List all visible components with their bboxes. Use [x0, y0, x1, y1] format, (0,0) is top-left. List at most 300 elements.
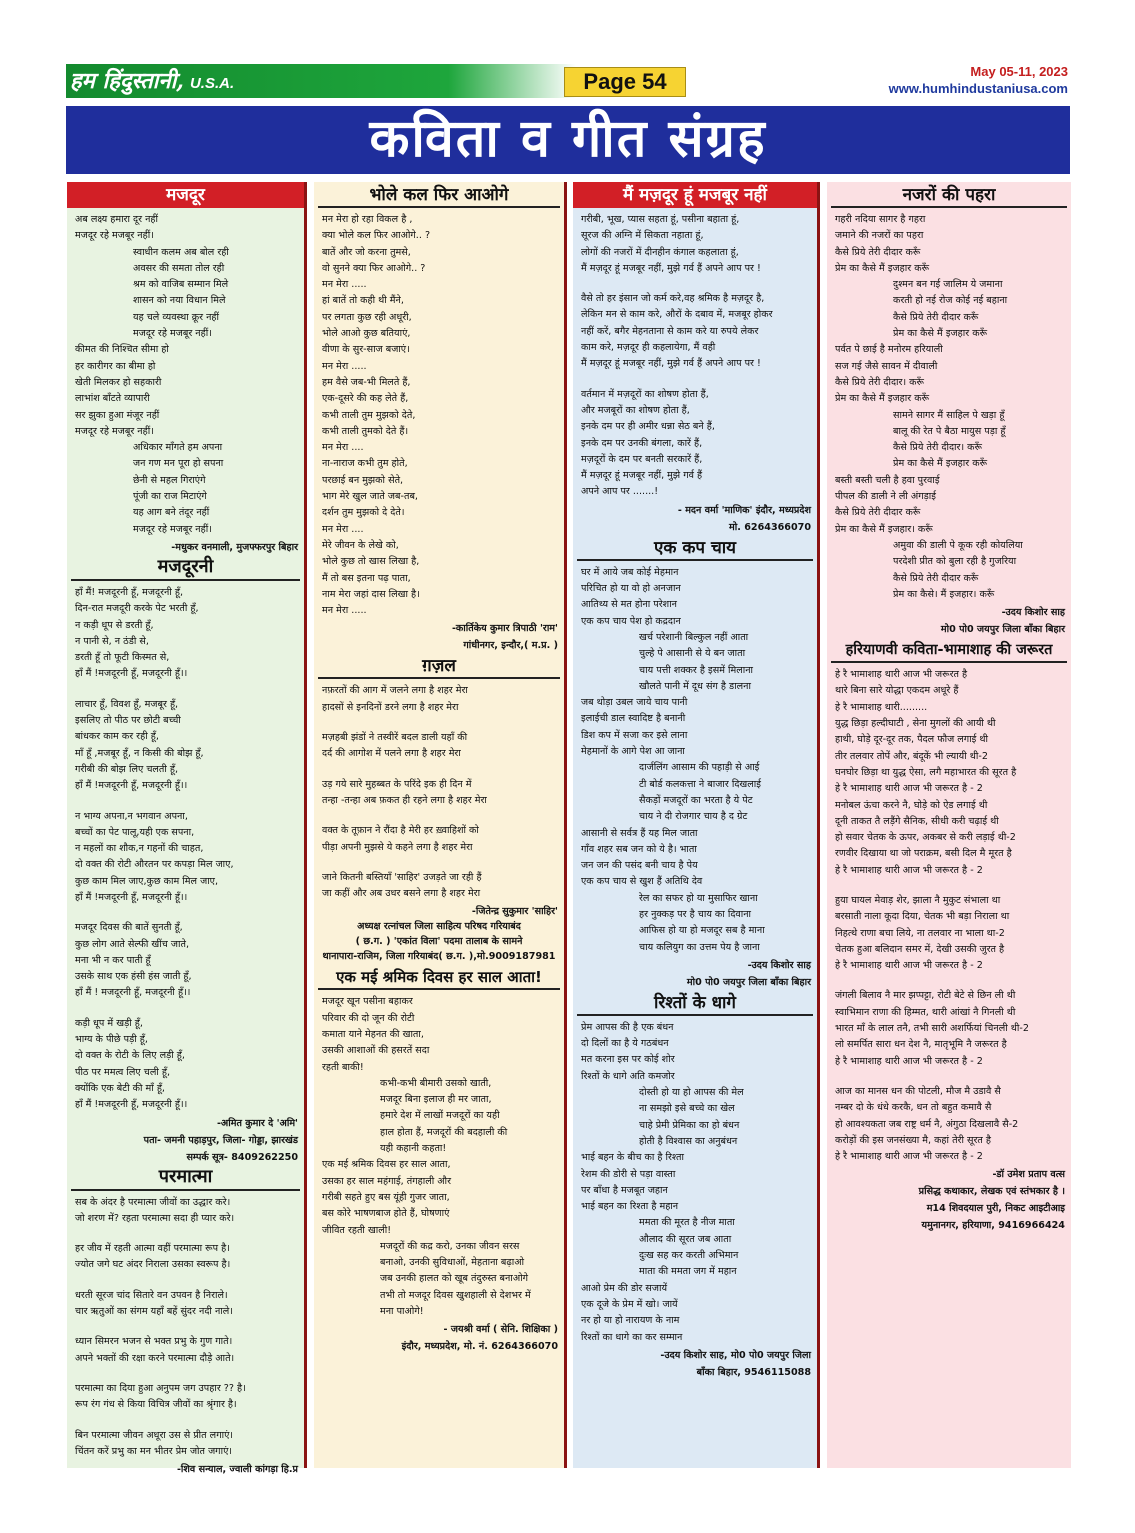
stanza-gap	[322, 856, 558, 870]
poem-line: सैकड़ों मजदूरों का भरता है ये पेट	[639, 794, 753, 806]
masthead-brand	[66, 64, 576, 98]
poem-line: आतिथ्य से मत होना परेशान	[581, 599, 678, 611]
poem-line: काम करे, मज़दूर ही कहलायेगा, मैं वही	[581, 342, 716, 354]
poem-line: दो वक्त की रोटी औरतन पर कपड़ा मिल जाए,	[75, 859, 234, 871]
poem-line: क्या भोले कल फिर आओगे.. ?	[322, 230, 431, 242]
poem-line: मन मेरा हो रहा विकल है ,	[322, 214, 413, 225]
poem-line: मैं मज़दूर हूं मजबूर नहीं, मुझे गर्व हैं	[581, 470, 703, 482]
poem-body	[827, 208, 1071, 603]
poem-line: अपने आप पर .......!	[581, 486, 659, 498]
poem-line: हाँ मैं ! मजदूरनी हूँ, मजदूरनी हूँ।।	[75, 987, 191, 999]
poem-line: हाँ मैं !मजदूरनी हूँ, मजदूरनी हूँ।।	[75, 780, 188, 792]
poem-line: बांधकर काम कर रही हूँ,	[75, 731, 159, 743]
poem-line: न महलों का शौक,न गहनों की चाहत,	[75, 843, 204, 855]
poem-line: और मजबूरों का शोषण होता हैं,	[581, 404, 690, 416]
poem-line: एक कप चाय पेश हो कद्रदान	[581, 615, 681, 627]
poem-body	[314, 990, 564, 1320]
poem-line: सज गई जैसे सावन में दीवाली	[835, 360, 938, 372]
author-address: ( छ.ग. ) 'एकांत विला' पदमा तालाब के सामने	[355, 936, 523, 948]
poem-line: स्वाधीन कलम अब बोल रही	[133, 246, 229, 258]
poem-line: हाल होता हैं, मजदूरों की बदहाली की	[380, 1126, 508, 1138]
poem-line: ना-नाराज कभी तुम होते,	[322, 458, 408, 470]
poem-line: मन मेरा .....	[322, 605, 367, 617]
poem-line: दुःख सह कर करती अभिमान	[639, 1250, 739, 1262]
author-address: मो0 पो0 जयपुर जिला बाँका बिहार	[686, 976, 811, 988]
poem-line: पर लगता कुछ रही अधूरी,	[322, 311, 412, 323]
poem-author: -कार्तिकेय कुमार त्रिपाठी 'राम'	[451, 623, 558, 635]
column-2	[314, 182, 564, 1468]
column-4	[827, 182, 1071, 1468]
stanza-gap	[75, 683, 298, 697]
poem-line: यह आग बने तंदूर नहीं	[133, 507, 210, 519]
poem-heading: एक मई श्रमिक दिवस हर साल आता!	[318, 966, 560, 990]
masthead	[66, 64, 1070, 98]
poem-line: बनाओ, उनकी सुविधाओं, मेहताना बढ़ाओ	[380, 1257, 525, 1269]
poem-line: गरीबी की बोझ लिए चलती हूँ,	[75, 763, 179, 775]
poem-line: अपने भक्तों की रक्षा करने परमात्मा दौड़े आते।	[75, 1352, 235, 1364]
poem-line: अब लक्ष्य हमारा दूर नहीं	[75, 214, 158, 225]
author-phone: सम्पर्क सूत्र- 8409262250	[186, 1151, 298, 1163]
poem-line: आज का मानस धन की पोटली, मौज मै उडावै सै	[835, 1085, 1001, 1097]
poem-author: -मधुकर वनमाली, मुजफ्फरपुर बिहार	[171, 541, 298, 553]
poem-line: वक्त के तूफ़ान ने रौंदा है मेरी हर ख़्वाहिशों को	[322, 825, 479, 837]
poem-line: भाग मेरे खुल जाते जब-तब,	[322, 491, 418, 503]
poem-line: दार्जलिंग आसाम की पहाड़ी से आई	[639, 762, 760, 774]
poem-line: आफिस हो या हो मजदूर सब है माना	[639, 925, 765, 937]
poem-line: उसका हर साल महंगाई, तंगहाली और	[322, 1175, 451, 1187]
stanza-gap	[75, 1227, 298, 1241]
author-address: थानापारा-राजिम, जिला गरियाबंद( छ.ग. ),मो.9009187981	[322, 951, 556, 963]
poem-line: कैसे प्रिये तेरी दीदार करूँ	[893, 572, 979, 584]
poem-author: -उदय किशोर साह, मो0 पो0 जयपुर जिला	[660, 1349, 811, 1361]
poem-line: कुछ लोग आते सेल्फी खींच जाते,	[75, 938, 190, 950]
poem-line: नहीं करें, बगैर मेहनताना से काम करे या रुपये लेकर	[581, 325, 759, 337]
poem-line: चिंतन करें प्रभु का मन भीतर प्रेम जोत जगाएं।	[75, 1445, 233, 1457]
poem-line: वैसे तो हर इंसान जो कर्म करे,वह श्रमिक है मज़दूर है,	[581, 293, 765, 305]
poem-line: उसकी आशाओं की हसरतें सदा	[322, 1045, 430, 1057]
poem-line: दर्द की आगोश में पलने लगा है शहर मेरा	[322, 748, 461, 760]
stanza-gap	[835, 879, 1065, 893]
poem-line: गरीबी, भूख, प्यास सहता हूं, पसीना बहाता हूं,	[581, 214, 740, 225]
poem-line: तभी तो मजदूर दिवस खुशहाली से देशभर में	[380, 1289, 531, 1301]
column-1	[67, 182, 304, 1476]
issue-date: May 05-11, 2023	[970, 64, 1068, 79]
poem-line: लाभांश बाँटते व्यापारी	[75, 393, 150, 405]
poem-line: क्योंकि एक बेटी की माँ हूँ,	[75, 1082, 165, 1094]
poem-line: हो आवश्यकता जब राष्ट्र धर्म नै, अंगुठा दिखलावै सै-2	[835, 1118, 1019, 1130]
poem-line: भारत माँ के लाल तनै, तभी सारी अशर्फियां चिनली थी-2	[835, 1023, 1029, 1035]
poem-line: शासन को नया विधान मिले	[133, 295, 226, 307]
column-3	[573, 182, 817, 1468]
stanza-gap	[75, 1002, 298, 1016]
poem-line: भाग्य के पीछे पड़ी हूँ,	[75, 1034, 148, 1046]
poem-line: आसानी से सर्वत्र हैं यह मिल जाता	[581, 827, 698, 839]
poem-line: कैसे प्रिये तेरी दीदार। करूँ	[893, 442, 982, 454]
poem-line: ममता की मूरत है नीज माता	[639, 1217, 735, 1229]
poem-line: मैं मज़दूर हूं मजबूर नहीं, मुझे गर्व हैं अपने आप पर !	[581, 358, 761, 370]
poem-line: मैं मज़दूर हूं मजबूर नहीं, मुझे गर्व हैं अपने आप पर !	[581, 262, 761, 274]
poem-line: मजदूर दिवस की बातें सुनती हूँ,	[75, 922, 183, 934]
poem-author: - मदन वर्मा 'माणिक' इंदौर, मध्यप्रदेश	[677, 504, 811, 516]
column-divider	[304, 182, 307, 1468]
author-address: पता- जमनी पहाड़पुर, जिला- गोड्डा, झारखंड	[143, 1134, 298, 1146]
poem-heading: ग़ज़ल	[318, 655, 560, 679]
poem-line: प्रेम का कैसे मैं इजहार करूँ	[893, 328, 988, 340]
poem-body	[67, 1191, 304, 1461]
poem-body	[314, 679, 564, 902]
author-address: इंदौर, मध्यप्रदेश, मो. नं. 6264366070	[401, 1341, 558, 1353]
poem-line: रेशम की डोरी से पड़ा वास्ता	[581, 1168, 676, 1180]
poem-heading: एक कप चाय	[577, 537, 813, 561]
poem-line: गाँव शहर सब जन को ये है। भाता	[581, 843, 697, 855]
poem-heading: मजदूरनी	[71, 555, 300, 581]
poem-line: माता की ममता जग में महान	[639, 1266, 737, 1278]
poem-line: भोले आओ कुछ बतियाएं,	[322, 328, 411, 340]
poem-line: करोड़ों की इस जनसंख्या मै, कहां तेरी सूरत है	[835, 1134, 992, 1146]
author-address: गांधीनगर, इन्दौर,( म.प्र. )	[463, 640, 558, 652]
poem-line: न कड़ी धूप से डरती हूँ,	[75, 619, 154, 631]
poem-line: न भाग्य अपना,न भगवान अपना,	[75, 810, 188, 822]
poem-heading: मैं मज़दूर हूं मजबूर नहीं	[573, 182, 817, 208]
poem-line: भाई बहन का रिश्ता है महान	[581, 1201, 679, 1213]
poem-line: आओ प्रेम की डोर सजायें	[581, 1282, 668, 1294]
poem-line: परछाई बन मुझको सेते,	[322, 474, 404, 486]
poem-line: पर्वत पे छाई है मनोरम हरियाली	[835, 344, 943, 356]
poem-line: न पानी से, न ठंडी से,	[75, 635, 149, 647]
poem-line: लेकिन मन से काम करे, औरों के दबाव में, मजबूर होकर	[581, 309, 773, 321]
poem-line: एक मई श्रमिक दिवस हर साल आता,	[322, 1159, 451, 1171]
stanza-gap	[581, 277, 811, 291]
poem-line: पीठ पर ममत्व लिए चली हूँ,	[75, 1066, 170, 1078]
poem-line: कैसे प्रिये तेरी दीदार करूँ	[893, 311, 979, 323]
poem-body	[67, 581, 304, 1114]
poem-line: खर्च परेशानी बिल्कुल नहीं आता	[639, 631, 749, 643]
masthead-info	[889, 64, 1068, 96]
author-address: मो0 पो0 जयपुर जिला बाँका बिहार	[940, 624, 1065, 636]
author-address: म14 शिवदयाल पुरी, निकट आइटीआइ	[926, 1203, 1065, 1215]
poem-line: मन मेरा .....	[322, 279, 367, 291]
poem-line: मन मेरा ....	[322, 523, 364, 535]
poem-line: उड़ गये सारे मुहब्बत के परिंदे इक ही दिन में	[322, 778, 472, 790]
author-phone: मो. 6264366070	[729, 521, 811, 533]
poem-line: अधिकार माँगते हम अपना	[133, 442, 223, 454]
poem-line: निहत्थे राणा बचा लिये, ना तलवार ना भाला था-2	[835, 927, 1005, 939]
poem-line: घर में आये जब कोई मेहमान	[581, 566, 679, 578]
poem-line: हो सवार चेतक के ऊपर, अकबर से करी लड़ाई थी-2	[835, 832, 1016, 844]
poem-line: एक दूजे के प्रेम में खो। जायें	[581, 1298, 678, 1310]
poem-line: कभी ताली तुम मुझको देते,	[322, 409, 416, 421]
poem-line: बस्ती बस्ती चली है हवा पुरवाई	[835, 474, 940, 486]
poem-line: चेतक हुआ बलिदान समर में, देखी उसकी जुरत है	[835, 943, 1005, 955]
poem-line: हाथी, घोड़े दूर-दूर तक, पैदल फौज लगाई थी	[835, 734, 989, 746]
page-number: Page 54	[564, 67, 686, 97]
poem-line: मना पाओगे!	[380, 1306, 424, 1318]
poem-line: कमाता याने मेहनत की खाता,	[322, 1028, 424, 1040]
poem-line: यह चले व्यवस्था क्रूर नहीं	[133, 311, 219, 323]
poem-author: - जयश्री वर्मा ( सेनि. शिक्षिका )	[443, 1324, 558, 1336]
stanza-gap	[835, 974, 1065, 988]
poem-line: प्रेम का कैसे मैं इजहार। करूँ	[835, 523, 933, 535]
poem-line: जीवित रहती खाली!	[322, 1224, 392, 1236]
poem-line: भाई बहन के बीच का है रिश्ता	[581, 1152, 684, 1164]
poem-line: जन गण मन पूरा हो सपना	[133, 458, 224, 470]
poem-line: परदेशी प्रीत को बुला रही है गुजरिया	[893, 556, 1017, 568]
poem-line: परिचित हो या वो हो अनजान	[581, 583, 681, 595]
poem-line: वर्तमान में मज़दूरों का शोषण होता हैं,	[581, 388, 709, 400]
poem-line: जा कहीं और अब उधर बसने लगा है शहर मेरा	[322, 888, 481, 900]
poem-body	[573, 561, 817, 956]
poem-line: चाय पत्ती शक्कर है इसमें मिलाना	[639, 664, 754, 676]
poem-line: मत करना इस पर कोई शोर	[581, 1054, 675, 1066]
poem-line: पूंजी का राज मिटाएंगे	[133, 491, 207, 503]
poem-line: हादसों से इनदिनों डरने लगा है शहर मेरा	[322, 701, 459, 713]
masthead-usa: U.S.A.	[189, 75, 235, 92]
poem-line: कैसे प्रिये तेरी दीदार करूँ	[835, 246, 921, 258]
poem-line: चार ऋतुओं का संगम यहाँ बहें सुंदर नदी नाले।	[75, 1306, 233, 1318]
poem-line: दो वक्त के रोटी के लिए लड़ी हूँ,	[75, 1050, 185, 1062]
poem-body	[314, 208, 564, 619]
poem-line: रहती बाकी!	[322, 1061, 364, 1073]
poem-line: ना समझो इसे बच्चे का खेल	[639, 1103, 735, 1115]
poem-body	[573, 1016, 817, 1346]
poem-line: खौलते पानी में दूध संग है डालना	[639, 680, 751, 692]
poem-line: नर हो या हो नारायण के नाम	[581, 1315, 680, 1327]
masthead-title: हम हिंदुस्तानी,	[70, 68, 184, 94]
poem-line: सब के अंदर है परमात्मा जीवों का उद्धार करे।	[75, 1196, 231, 1208]
poem-line: हे रै भामाशाह थारी आज भी जरूरत है - 2	[835, 1151, 983, 1163]
poem-line: वो सुनने क्या फिर आओगे.. ?	[322, 262, 426, 274]
poem-line: मज़हबी झंडों ने तस्वीरें बदल डाली यहाँ की	[322, 732, 468, 744]
poem-line: चुल्हे पे आसानी से ये बन जाता	[639, 648, 746, 660]
poem-line: कभी-कभी बीमारी उसको खाती,	[380, 1077, 492, 1089]
stanza-gap	[75, 1414, 298, 1428]
poem-line: रणवीर दिखाया था जो पराक्रम, बसी दिल मै मूरत है	[835, 848, 1012, 860]
poem-line: जन जन की पसंद बनी चाय है पेय	[581, 860, 698, 872]
poem-line: प्रेम आपस की है एक बंधन	[581, 1021, 674, 1033]
poem-line: सामने सागर मैं साहिल पे खड़ा हूँ	[893, 409, 1005, 421]
poem-line: बच्चों का पेट पालू,यही एक सपना,	[75, 826, 195, 838]
poem-line: अमुवा की डाली पे कूक रही कोयलिया	[893, 539, 1023, 551]
poem-line: यही कहानी कहता!	[380, 1143, 447, 1155]
poem-author: -उदय किशोर साह	[747, 959, 811, 971]
poem-line: तीर तलवार तोपें और, बंदूकें भी ल्यायी थी-2	[835, 750, 988, 762]
poem-line: हाँ मैं !मजदूरनी हूँ, मजदूरनी हूँ।।	[75, 891, 188, 903]
poem-line: रूप रंग गंध से किया विचित्र जीवों का श्रृंगार है।	[75, 1399, 237, 1411]
author-address: बाँका बिहार, 9546115088	[696, 1366, 811, 1378]
poem-line: मजदूरों की कद्र करो, उनका जीवन सरस	[380, 1240, 520, 1252]
poem-line: औलाद की सूरत जब आता	[639, 1233, 732, 1245]
poem-line: गहरी नदिया सागर है गहरा	[835, 214, 926, 225]
poem-line: प्रेम का कैसे मैं इजहार करूँ	[893, 458, 988, 470]
poem-line: घनघोर छिड़ा था युद्ध ऐसा, लगै महाभारत की सूरत है	[835, 766, 1017, 778]
poem-line: चाय ने दी रोजगार चाय है द ग्रेट	[639, 811, 748, 823]
poem-heading: हरियाणवी कविता-भामाशाह की जरूरत	[831, 639, 1067, 663]
poem-author: -शिव सन्याल, ज्वाली कांगड़ा हि.प्र	[176, 1464, 298, 1476]
poem-line: जाने कितनी बस्तियाँ 'साहिर' उजड़ते जा रही हैं	[322, 871, 482, 883]
poem-line: नाम मेरा जहां दास लिखा है।	[322, 588, 420, 600]
poem-line: थारे बिना सारे योद्धा एकदम अधूरे हैं	[835, 685, 959, 697]
poem-line: दो दिलों का है ये गठबंधन	[581, 1038, 669, 1050]
stanza-gap	[75, 1367, 298, 1381]
poem-line: गरीबी सहते हुए बस यूंही गुजर जाता,	[322, 1191, 450, 1203]
poem-line: दुश्मन बन गई जालिम ये जमाना	[893, 279, 1003, 291]
author-address: प्रसिद्ध कथाकार, लेखक एवं स्तंभकार है ।	[918, 1186, 1065, 1198]
poem-line: रिश्तों के धागे अति कमजोर	[581, 1070, 675, 1082]
poem-line: मैं तो बस इतना पढ़ पाता,	[322, 572, 411, 584]
poem-line: अवसर की समता तोल रही	[133, 262, 225, 274]
poem-line: लाचार हूँ, विवश हूँ, मजबूर हूँ,	[75, 698, 179, 710]
poem-heading: रिश्तों के धागे	[577, 992, 813, 1016]
poem-line: स्वाभिमान राणा की हिम्मत, थारी आंखां नै गिनली थी	[835, 1006, 1016, 1018]
poem-line: हाँ मैं !मजदूरनी हूँ, मजदूरनी हूँ।।	[75, 668, 188, 680]
poem-line: पीड़ा अपनी मुझसे ये कहने लगा है शहर मेरा	[322, 841, 473, 853]
poem-line: कैसे प्रिये तेरी दीदार करूँ	[835, 507, 921, 519]
poem-line: इलाईची डाल स्वादिष्ट है बनानी	[581, 713, 686, 725]
poem-line: दर्शन तुम मुझको दे देते।	[322, 507, 405, 519]
poem-line: मजदूर रहे मजबूर नहीं।	[75, 425, 154, 437]
stanza-gap	[581, 373, 811, 387]
poem-author: -अमित कुमार दे 'अमि'	[216, 1117, 298, 1129]
poem-line: मजदूर रहे मजबूर नहीं।	[75, 230, 154, 242]
poem-heading: नजरों की पहरा	[831, 184, 1067, 208]
poem-line: हुया घायल मेवाड़ शेर, झाला नै मुकुट संभाला था	[835, 894, 1001, 906]
poem-line: जो शरण में? रहता परमात्मा सदा ही प्यार करे।	[75, 1212, 235, 1224]
poem-line: बस कोरे भाषणबाज होते हैं, घोषणाएं	[322, 1208, 450, 1220]
poem-line: नम्बर दो के धंधे करकै, धन तो बहुत कमावै सै	[835, 1102, 992, 1114]
poem-line: मजदूर रहे मजबूर नहीं।	[133, 328, 212, 340]
poem-line: हे रै भामाशाह थारी आज भी जरूरत है - 2	[835, 783, 983, 795]
poem-line: हम वैसे जब-भी मिलते हैं,	[322, 376, 411, 388]
poem-line: जब थोड़ा उबल जाये चाय पानी	[581, 697, 688, 709]
poem-line: एक-दूसरे की कह लेते हैं,	[322, 393, 409, 405]
poem-line: इनके दम पर ही अमीर धन्ना सेठ बने हैं,	[581, 421, 715, 433]
poem-line: परिवार की दो जून की रोटी	[322, 1012, 415, 1024]
poem-line: सूरज की अग्नि में सिकता नहाता हूं,	[581, 230, 704, 242]
poem-line: भोले कुछ तो खास लिखा है,	[322, 556, 420, 568]
poem-line: हे रै भामाशाह थारी आज भी जरूरत है - 2	[835, 960, 983, 972]
poem-line: मजदूर रहे मजबूर नहीं।	[133, 523, 212, 535]
poem-line: दूनी ताकत तै लड़ैंगे सैनिक, सीधी करी चढ़ाई थी	[835, 815, 999, 827]
poem-line: हां बातें तो कही थी मैंने,	[322, 295, 404, 307]
stanza-gap	[75, 1274, 298, 1288]
poem-line: लो समर्पित सारा धन देश नै, मातृभूमि नै जरूरत है	[835, 1039, 1007, 1051]
website-link[interactable]: www.humhindustaniusa.com	[888, 81, 1068, 96]
poem-body	[67, 208, 304, 538]
stanza-gap	[322, 763, 558, 777]
poem-line: होती है विश्वास का अनुबंधन	[639, 1135, 738, 1147]
column-divider	[817, 182, 820, 1468]
poem-line: कीमत की निश्चित सीमा हो	[75, 344, 169, 356]
poem-line: धरती सूरज चांद सितारे वन उपवन है निराले।	[75, 1289, 228, 1301]
poem-line: मजदूर बिना इलाज ही मर जाता,	[380, 1094, 492, 1106]
poem-line: चाहे प्रेमी प्रेमिका का हो बंधन	[639, 1119, 740, 1131]
poem-line: ज्योत जगे घट अंदर निराला उसका स्वरूप है।	[75, 1259, 231, 1271]
stanza-gap	[322, 716, 558, 730]
poem-line: प्रेम का कैसे मैं इजहार करूँ	[835, 393, 930, 405]
stanza-gap	[322, 809, 558, 823]
poem-line: प्रेम का कैसे मैं इजहार करूँ	[835, 262, 930, 274]
poem-line: मनोबल ऊंचा करने नै, घोड़े को ऐड लगाई थी	[835, 799, 988, 811]
poem-line: हर कारीगर का बीमा हो	[75, 360, 156, 372]
poem-line: कैसे प्रिये तेरी दीदार। करूँ	[835, 376, 924, 388]
poem-heading: भोले कल फिर आओगे	[318, 184, 560, 208]
poem-author: -उदय किशोर साह	[1001, 607, 1065, 619]
poem-line: कभी ताली तुमको देते हैं।	[322, 425, 409, 437]
poem-line: श्रम को वाजिब सम्मान मिले	[133, 279, 229, 291]
poem-line: हे रै भामाशाह थारी.........	[835, 701, 928, 713]
section-banner: कविता व गीत संग्रह	[66, 106, 1070, 174]
poem-line: हे रै भामाशाह थारी आज भी जरूरत है	[835, 669, 968, 681]
stanza-gap	[75, 795, 298, 809]
poem-line: ध्यान सिमरन भजन से भक्त प्रभु के गुण गाते।	[75, 1336, 233, 1348]
poem-line: जब उनकी हालत को खूब तंदुरुस्त बनाओगे	[380, 1273, 529, 1285]
poem-line: दोस्ती हो या हो आपस की मेल	[639, 1087, 744, 1099]
poem-line: मजदूर खून पसीना बहाकर	[322, 996, 413, 1008]
poem-line: करती हो नई रोज कोई नई बहाना	[893, 295, 1008, 307]
poem-line: नफ़रतों की आग में जलने लगा है शहर मेरा	[322, 685, 468, 697]
poem-line: बिन परमात्मा जीवन अधूरा उस से प्रीत लगाएं।	[75, 1429, 234, 1441]
poem-line: लोगों की नजरों में दीनहीन कंगाल कहलाता हूं,	[581, 246, 739, 258]
poem-line: हर जीव में रहती आत्मा वहीं परमात्मा रूप है।	[75, 1243, 230, 1255]
poem-line: खेती मिलकर हो सहकारी	[75, 376, 162, 388]
poem-line: कड़ी धूप में खड़ी हूँ,	[75, 1017, 143, 1029]
poem-line: बालू की रेत पे बैठा मायुस पड़ा हूँ	[893, 425, 1006, 437]
poem-line: पीपल की डाली ने ली अंगड़ाई	[835, 491, 936, 503]
poem-line: हे रै भामाशाह थारी आज भी जरूरत है - 2	[835, 1055, 983, 1067]
poem-line: मेरे जीवन के लेखे को,	[322, 539, 399, 551]
poem-line: जमाने की नजरों का पहरा	[835, 230, 924, 242]
stanza-gap	[75, 906, 298, 920]
poem-line: हे रै भामाशाह थारी आज भी जरूरत है - 2	[835, 864, 983, 876]
poem-line: रिश्तों का धागे का कर सम्मान	[581, 1331, 683, 1343]
poem-line: माँ हूँ ,मजबूर हूँ, न किसी की बोझ हूँ,	[75, 747, 204, 759]
poem-line: पर बाँधा है मजबूत जहान	[581, 1184, 668, 1196]
poem-line: इनके दम पर उनकी बंगला, कारें हैं,	[581, 437, 703, 449]
stanza-gap	[75, 1320, 298, 1334]
poem-body	[573, 208, 817, 501]
poem-line: बरसाती नाला कूदा दिया, चेतक भी बड़ा निराला था	[835, 911, 1010, 923]
poem-line: वीणा के सुर-साज बजाएं।	[322, 344, 410, 356]
poem-line: छेनी से महल गिराएंगे	[133, 474, 206, 486]
poem-line: मन मेरा ....	[322, 442, 364, 454]
poem-line: जंगली बिलाव नै मार झप्पट्टा, रोटी बेटे से छिन ली थी	[835, 990, 1016, 1002]
poem-line: मन मेरा .....	[322, 360, 367, 372]
author-address: यमुनानगर, हरियाणा, 9416966424	[921, 1220, 1065, 1232]
poem-line: एक कप चाय से खुश हैं अतिथि देव	[581, 876, 703, 888]
poem-line: हाँ मैं !मजदूरनी हूँ, मजदूरनी हूँ।।	[75, 1099, 188, 1111]
poem-line: मना भी न कर पाती हूँ	[75, 954, 151, 966]
poem-line: बातें और जो करना तुमसे,	[322, 246, 411, 258]
poem-line: हर नुक्कड़ पर है चाय का दिवाना	[639, 908, 752, 920]
column-divider	[564, 182, 567, 1468]
poem-heading: मजदूर	[67, 182, 304, 208]
poem-line: हाँ मैं! मजदूरनी हूँ, मजदूरनी हूँ,	[75, 586, 184, 598]
poem-author: -डॉ उमेश प्रताप वत्स	[992, 1169, 1065, 1181]
poem-line: सर झुका हुआ मंजूर नहीं	[75, 409, 160, 421]
poem-line: इसलिए तो पीठ पर छोटी बच्ची	[75, 715, 181, 727]
poem-line: कुछ काम मिल जाए,कुछ काम मिल जाए,	[75, 875, 219, 887]
poem-line: रेल का सफर हो या मुसाफिर खाना	[639, 892, 758, 904]
poem-line: टी बोर्ड कलकत्ता ने बाजार दिखलाई	[639, 778, 761, 790]
poem-body	[827, 663, 1071, 1165]
poem-line: चाय कलियुग का उत्तम पेय है जाना	[639, 941, 760, 953]
author-address: अध्यक्ष रत्नांचल जिला साहित्य परिषद गरियाबंद	[357, 921, 521, 933]
poem-line: परमात्मा का दिया हुआ अनुपम जग उपहार ?? है।	[75, 1382, 246, 1394]
stanza-gap	[835, 1070, 1065, 1084]
poem-line: दिन-रात मजदूरी करके पेट भरती हूँ,	[75, 603, 199, 615]
poem-line: युद्ध छिड़ा हल्दीघाटी , सेना मुगलों की आयी थी	[835, 718, 996, 730]
poem-line: डिश कप में सजा कर इसे लाना	[581, 729, 688, 741]
